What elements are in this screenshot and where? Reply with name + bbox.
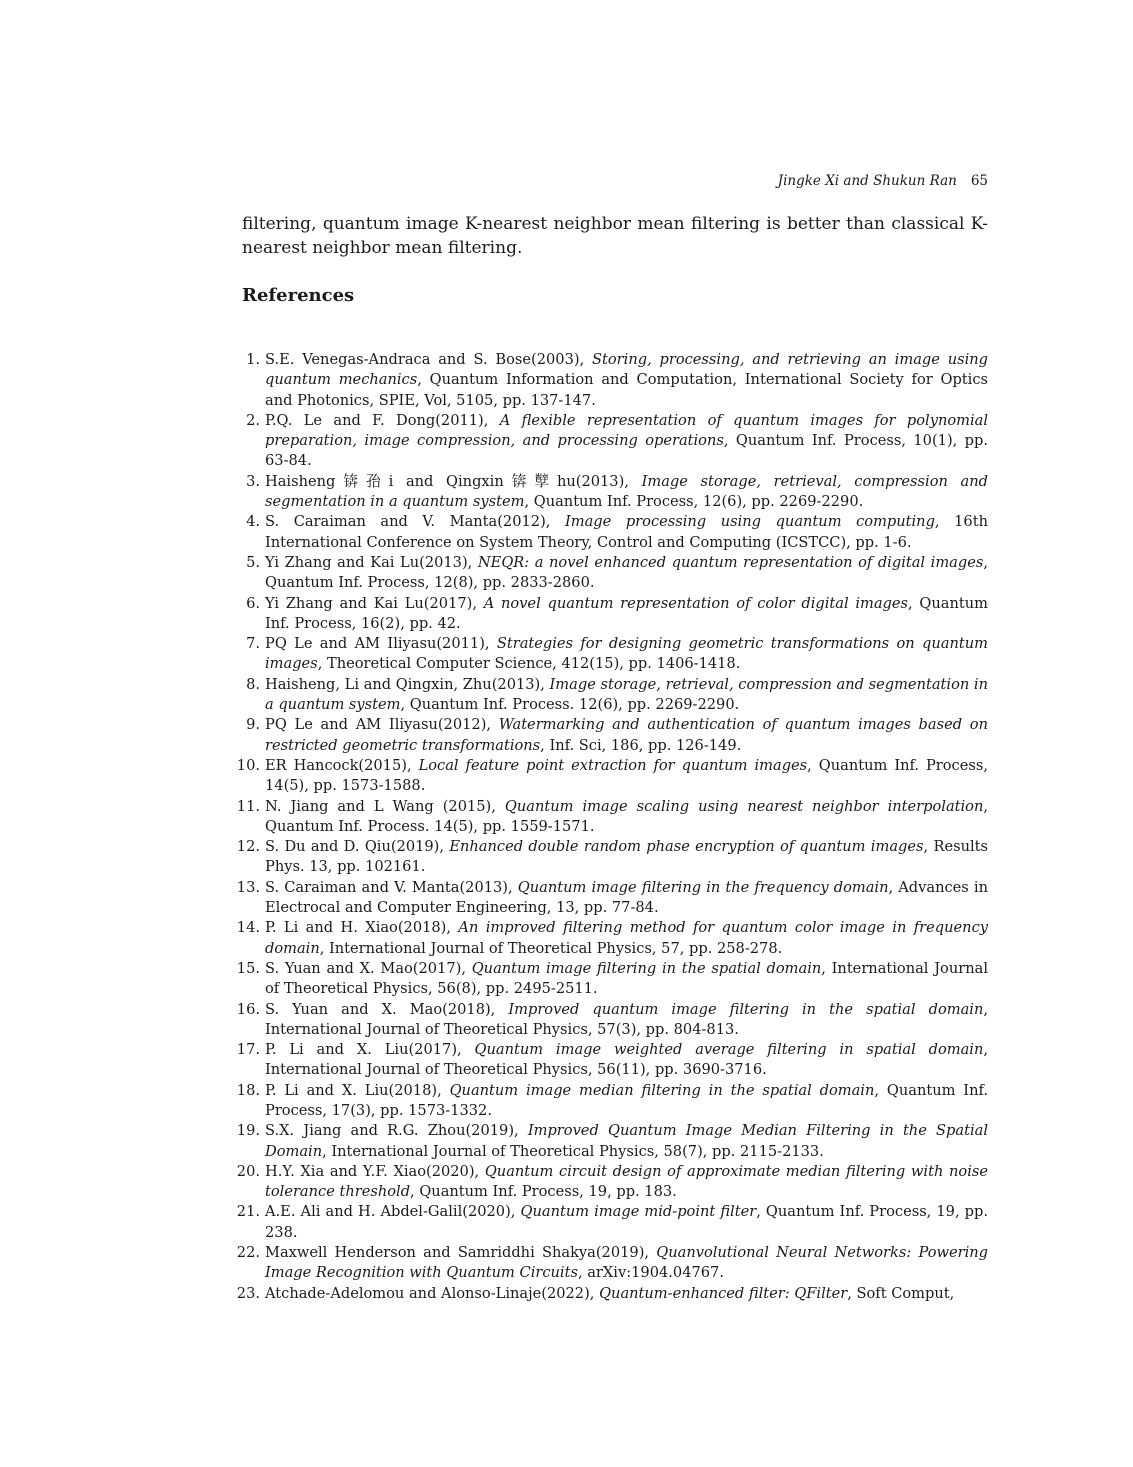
reference-authors: PQ Le and AM Iliyasu(2012), [265, 716, 499, 734]
reference-source: , Quantum Inf. Process, 16(2), pp. 42. [265, 594, 988, 632]
reference-title: Watermarking and authentication of quantum images based on restricted geometric transformations [265, 716, 988, 754]
reference-source: , Quantum Inf. Process, 14(5), pp. 1573-1588. [265, 756, 988, 795]
references-heading: References [242, 285, 355, 306]
reference-title: Quantum image mid-point filter [520, 1203, 757, 1221]
reference-number: 21. [236, 1203, 260, 1221]
reference-title: Image storage, retrieval, compression and segmentation in a quantum system [265, 675, 988, 714]
reference-title: Storing, processing, and retrieving an image using quantum mechanics [265, 351, 988, 389]
reference-authors: S. Caraiman and V. Manta(2013), [265, 878, 518, 896]
reference-number: 13. [236, 878, 260, 896]
reference-number: 1. [246, 351, 260, 368]
reference-source: , Advances in Electrocal and Computer Engineering, 13, pp. 77-84. [265, 878, 988, 917]
reference-source: , Theoretical Computer Science, 412(15), pp. 1406-1418. [317, 655, 741, 673]
reference-item [226, 634, 988, 675]
reference-number: 14. [236, 919, 260, 937]
reference-number: 10. [236, 756, 260, 774]
reference-item [226, 1121, 988, 1162]
reference-authors: H.Y. Xia and Y.F. Xiao(2020), [265, 1162, 485, 1180]
reference-item [226, 594, 988, 635]
reference-source: , Quantum Information and Computation, International Society for Optics and Photonics, SPIE, Vol, 5105, pp. 137-147. [265, 371, 988, 409]
reference-title: Strategies for designing geometric transformations on quantum images [265, 635, 988, 673]
reference-number: 12. [236, 838, 260, 856]
reference-authors: P. Li and X. Liu(2018), [265, 1081, 450, 1099]
reference-source: , International Journal of Theoretical Physics, 56(8), pp. 2495-2511. [265, 959, 988, 998]
reference-title: Quantum image weighted average filtering in spatial domain [474, 1041, 984, 1059]
reference-authors: ER Hancock(2015), [265, 756, 419, 774]
reference-item [226, 553, 988, 594]
reference-item [226, 350, 988, 411]
reference-title: NEQR: a novel enhanced quantum representation of digital images [477, 553, 984, 571]
reference-item [226, 1284, 988, 1304]
reference-source: , Quantum Inf. Process, 12(8), pp. 2833-2860. [265, 553, 988, 592]
reference-authors: PQ Le and AM Iliyasu(2011), [265, 635, 497, 653]
reference-number: 4. [246, 513, 260, 531]
reference-authors: Yi Zhang and Kai Lu(2013), [265, 553, 478, 571]
reference-item [226, 472, 988, 513]
reference-title: Enhanced double random phase encryption of quantum images [449, 838, 924, 856]
reference-item [226, 1081, 988, 1122]
reference-title: Local feature point extraction for quantum images [418, 756, 808, 774]
reference-source: , International Journal of Theoretical Physics, 57, pp. 258-278. [319, 939, 783, 957]
reference-source: , International Journal of Theoretical Physics, 57(3), pp. 804-813. [265, 1000, 988, 1038]
reference-source: , Soft Comput, [847, 1284, 955, 1302]
reference-item [226, 1243, 988, 1284]
reference-authors: S.E. Venegas-Andraca and S. Bose(2003), [265, 351, 593, 368]
reference-number: 2. [246, 411, 260, 429]
reference-number: 20. [236, 1162, 260, 1180]
reference-number: 6. [246, 594, 260, 612]
reference-authors: Atchade-Adelomou and Alonso-Linaje(2022), [265, 1284, 600, 1302]
reference-title: A novel quantum representation of color digital images [483, 594, 909, 612]
reference-title: Quanvolutional Neural Networks: Powering Image Recognition with Quantum Circuits [265, 1244, 988, 1282]
reference-title: Quantum image scaling using nearest neighbor interpolation [504, 797, 984, 815]
reference-authors: S. Du and D. Qiu(2019), [265, 838, 450, 856]
reference-authors: Haisheng, Li and Qingxin, Zhu(2013), [265, 675, 550, 693]
reference-authors: Maxwell Henderson and Samriddhi Shakya(2019), [265, 1244, 657, 1262]
running-head-authors: Jingke Xi and Shukun Ran [777, 173, 957, 189]
reference-item [226, 837, 988, 878]
reference-source: , International Journal of Theoretical Physics, 56(11), pp. 3690-3716. [265, 1041, 989, 1079]
reference-title: Improved quantum image filtering in the spatial domain [508, 1000, 984, 1018]
reference-authors: Haisheng锛孡i and Qingxin锛孼hu(2013), [265, 472, 642, 490]
reference-number: 5. [246, 553, 260, 571]
reference-source: , Quantum Inf. Process, 17(3), pp. 1573-1332. [265, 1081, 988, 1119]
reference-source: , Quantum Inf. Process, 10(1), pp. 63-84. [265, 432, 989, 470]
reference-source: , Quantum Inf. Process, 12(6), pp. 2269-2290. [524, 493, 864, 511]
reference-title: Improved Quantum Image Median Filtering in the Spatial Domain [265, 1122, 988, 1160]
reference-item [226, 1162, 988, 1203]
reference-number: 17. [236, 1041, 260, 1059]
reference-authors: P.Q. Le and F. Dong(2011), [265, 411, 500, 429]
reference-number: 3. [246, 472, 260, 490]
reference-source: , Quantum Inf. Process. 14(5), pp. 1559-1571. [265, 797, 988, 835]
reference-number: 15. [236, 959, 260, 977]
reference-number: 22. [236, 1244, 260, 1262]
reference-source: , 16th International Conference on System Theory, Control and Computing (ICSTCC), pp. 1-6. [265, 513, 988, 551]
reference-item [226, 797, 988, 838]
reference-authors: P. Li and H. Xiao(2018), [265, 919, 459, 937]
reference-source: , Inf. Sci, 186, pp. 126-149. [540, 736, 742, 754]
reference-title: Quantum image filtering in the frequency domain [517, 878, 889, 896]
reference-item [226, 675, 988, 716]
reference-source: , Quantum Inf. Process, 19, pp. 183. [410, 1183, 677, 1201]
reference-title: Image storage, retrieval, compression and segmentation in a quantum system [265, 472, 988, 511]
reference-authors: S.X. Jiang and R.G. Zhou(2019), [265, 1122, 528, 1140]
reference-authors: S. Yuan and X. Mao(2017), [265, 959, 472, 977]
running-head [778, 172, 988, 190]
reference-item [226, 1202, 988, 1243]
reference-item [226, 512, 988, 553]
reference-number: 7. [246, 635, 260, 653]
reference-title: Quantum-enhanced filter: QFilter [599, 1284, 848, 1302]
body-paragraph: filtering, quantum image K-nearest neighbor mean filtering is better than classical K-nearest neighbor mean filtering. [242, 214, 988, 258]
reference-item [226, 1000, 988, 1041]
reference-number: 16. [236, 1000, 260, 1018]
reference-source: , Quantum Inf. Process. 12(6), pp. 2269-2290. [400, 696, 740, 714]
reference-title: Quantum image filtering in the spatial domain [471, 959, 822, 977]
reference-item [226, 959, 988, 1000]
reference-authors: A.E. Ali and H. Abdel-Galil(2020), [265, 1203, 521, 1221]
reference-number: 9. [246, 716, 260, 734]
reference-number: 23. [236, 1284, 260, 1302]
reference-source: , Quantum Inf. Process, 19, pp. 238. [265, 1203, 988, 1241]
reference-item [226, 756, 988, 797]
reference-item [226, 715, 988, 756]
reference-title: Quantum circuit design of approximate median filtering with noise tolerance threshold [265, 1162, 988, 1201]
reference-title: Quantum image median filtering in the spatial domain [449, 1081, 875, 1099]
reference-authors: S. Caraiman and V. Manta(2012), [265, 513, 565, 531]
reference-number: 11. [236, 797, 260, 815]
reference-title: A flexible representation of quantum images for polynomial preparation, image compression, and processing operations [265, 411, 988, 450]
reference-number: 19. [236, 1122, 260, 1140]
reference-source: , Results Phys. 13, pp. 102161. [265, 838, 988, 876]
reference-authors: P. Li and X. Liu(2017), [265, 1041, 475, 1059]
reference-item [226, 1040, 988, 1081]
reference-source: , arXiv:1904.04767. [577, 1264, 724, 1282]
reference-number: 8. [246, 675, 260, 693]
reference-list [226, 350, 988, 1304]
reference-authors: S. Yuan and X. Mao(2018), [265, 1000, 509, 1018]
reference-item [226, 411, 988, 472]
reference-authors: N. Jiang and L Wang (2015), [265, 797, 505, 815]
reference-authors: Yi Zhang and Kai Lu(2017), [265, 594, 484, 612]
reference-title: Image processing using quantum computing [564, 513, 935, 531]
page-number: 65 [970, 173, 988, 189]
reference-item [226, 918, 988, 959]
reference-title: An improved filtering method for quantum color image in frequency domain [265, 919, 988, 957]
reference-number: 18. [236, 1081, 260, 1099]
reference-source: , International Journal of Theoretical Physics, 58(7), pp. 2115-2133. [322, 1142, 824, 1160]
reference-item [226, 878, 988, 919]
